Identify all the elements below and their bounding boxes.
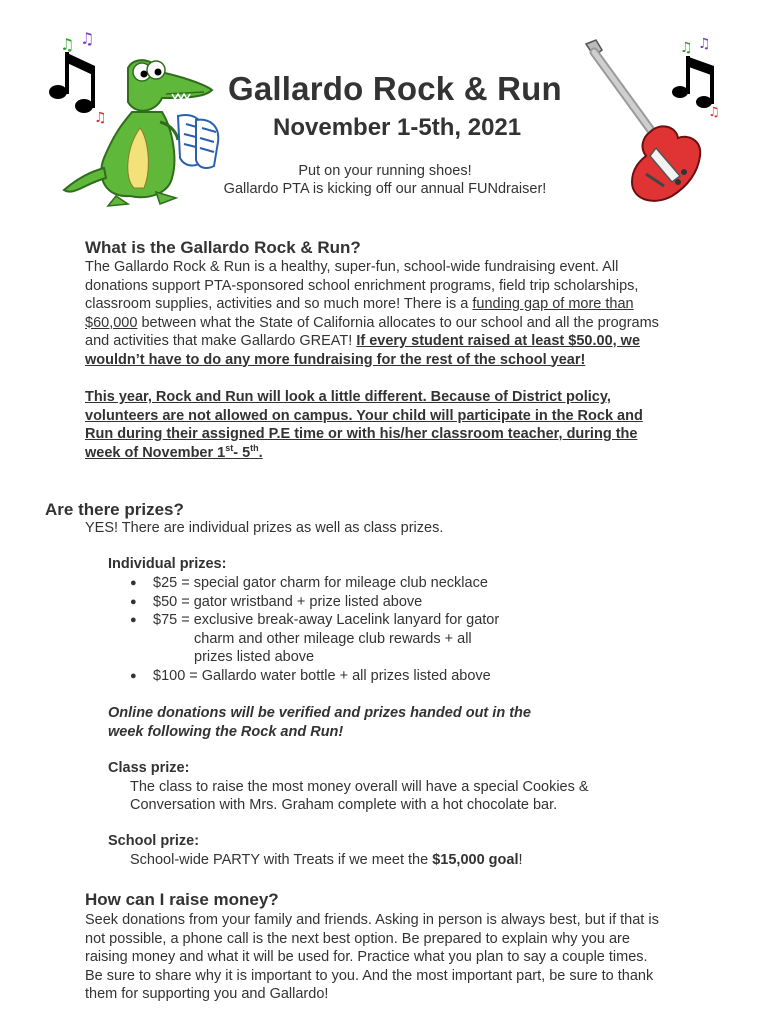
svg-text:♫: ♫ bbox=[708, 105, 720, 120]
music-note-icon bbox=[49, 52, 95, 113]
text-run: ! bbox=[518, 852, 523, 868]
text-run: School-wide PARTY with Treats if we meet the bbox=[130, 852, 433, 868]
raise-line: raising money and what it will be used for. Practice what you plan to say a couple times. bbox=[85, 949, 648, 965]
list-item: ● $75 = exclusive break-away Lacelink lanyard for gator bbox=[130, 611, 499, 630]
note-line: week following the Rock and Run! bbox=[108, 723, 344, 740]
list-item: ● $25 = special gator charm for mileage club necklace bbox=[130, 574, 499, 593]
policy-line bbox=[85, 444, 643, 463]
policy-line: volunteers are not allowed on campus. Your child will participate in the Rock and bbox=[85, 407, 643, 424]
tagline-line-1: Put on your running shoes! bbox=[298, 163, 472, 179]
what-line bbox=[85, 332, 659, 351]
goal-statement: If every student raised at least $50.00, we bbox=[356, 333, 641, 349]
raise-line: Seek donations from your family and friends. Asking in person is always best, but if that is bbox=[85, 912, 659, 928]
text-run: classroom supplies, activities and so much more! There is a bbox=[85, 296, 473, 312]
list-item-cont: charm and other mileage club rewards + all bbox=[194, 630, 472, 647]
list-item: ● $50 = gator wristband + prize listed above bbox=[130, 593, 499, 612]
text-run: and activities that make Gallardo GREAT! bbox=[85, 333, 357, 349]
superscript: th bbox=[250, 442, 259, 453]
school-prize-label: School prize: bbox=[108, 833, 200, 849]
what-heading: What is the Gallardo Rock & Run? bbox=[85, 238, 361, 257]
prizes-intro: YES! There are individual prizes as well as class prizes. bbox=[85, 520, 444, 536]
music-note-icon bbox=[672, 36, 720, 120]
raise-line: them for supporting you and Gallardo! bbox=[85, 986, 329, 1002]
individual-prizes-label: Individual prizes: bbox=[108, 556, 227, 572]
event-date: November 1-5th, 2021 bbox=[273, 114, 522, 141]
svg-text:♫: ♫ bbox=[698, 36, 711, 52]
raise-line: Be sure to share why it is important to you. And the most important part, be sure to thank bbox=[85, 967, 654, 984]
class-prize-label: Class prize: bbox=[108, 760, 190, 776]
superscript: st bbox=[225, 442, 234, 453]
sneakers-icon bbox=[178, 115, 218, 168]
raise-line: not possible, a phone call is the next best option. Be prepared to explain why you are bbox=[85, 930, 630, 947]
class-prize-line-2: Conversation with Mrs. Graham complete with a hot chocolate bar. bbox=[130, 797, 558, 813]
raise-heading: How can I raise money? bbox=[85, 890, 279, 909]
what-line: donations support PTA-sponsored school enrichment programs, field trip scholarships, bbox=[85, 277, 639, 294]
what-paragraph bbox=[85, 258, 659, 369]
text-run: - 5 bbox=[233, 444, 251, 461]
note-line: Online donations will be verified and prizes handed out in the bbox=[108, 705, 531, 721]
class-prize-line-1: The class to raise the most money overall will have a special Cookies & bbox=[130, 779, 589, 795]
funding-gap-amount: $60,000 bbox=[85, 314, 138, 331]
text-run: between what the State of California allocates to our school and all the programs bbox=[137, 314, 659, 331]
individual-prizes-list bbox=[130, 574, 499, 685]
policy-line: Run during their assigned P.E time or with his/her classroom teacher, during the bbox=[85, 426, 638, 442]
list-item-cont: prizes listed above bbox=[194, 649, 315, 665]
what-line bbox=[85, 295, 659, 314]
raise-paragraph bbox=[85, 911, 659, 1004]
svg-text:♫: ♫ bbox=[60, 35, 75, 54]
text-run: week of November 1 bbox=[85, 444, 226, 461]
funding-gap-text: funding gap of more than bbox=[472, 296, 634, 312]
list-item: ● $100 = Gallardo water bottle + all prizes listed above bbox=[130, 667, 499, 686]
policy-line: This year, Rock and Run will look a little different. Because of District policy, bbox=[85, 389, 611, 405]
policy-paragraph bbox=[85, 388, 643, 462]
school-goal-amount: $15,000 goal bbox=[432, 852, 519, 868]
tagline-line-2: Gallardo PTA is kicking off our annual FUNdraiser! bbox=[223, 181, 547, 197]
svg-text:♫: ♫ bbox=[80, 29, 95, 48]
svg-text:♫: ♫ bbox=[94, 110, 107, 126]
school-prize-text bbox=[130, 851, 523, 870]
svg-text:♫: ♫ bbox=[680, 40, 693, 56]
what-line bbox=[85, 314, 659, 333]
page-title: Gallardo Rock & Run bbox=[228, 70, 562, 107]
text-run: . bbox=[258, 444, 263, 461]
goal-statement-cont: wouldn’t have to do any more fundraising for the rest of the school year! bbox=[85, 351, 586, 368]
online-donations-note bbox=[108, 704, 531, 741]
prizes-heading: Are there prizes? bbox=[45, 500, 184, 519]
what-line: The Gallardo Rock & Run is a healthy, super-fun, school-wide fundraising event. All bbox=[85, 259, 619, 275]
